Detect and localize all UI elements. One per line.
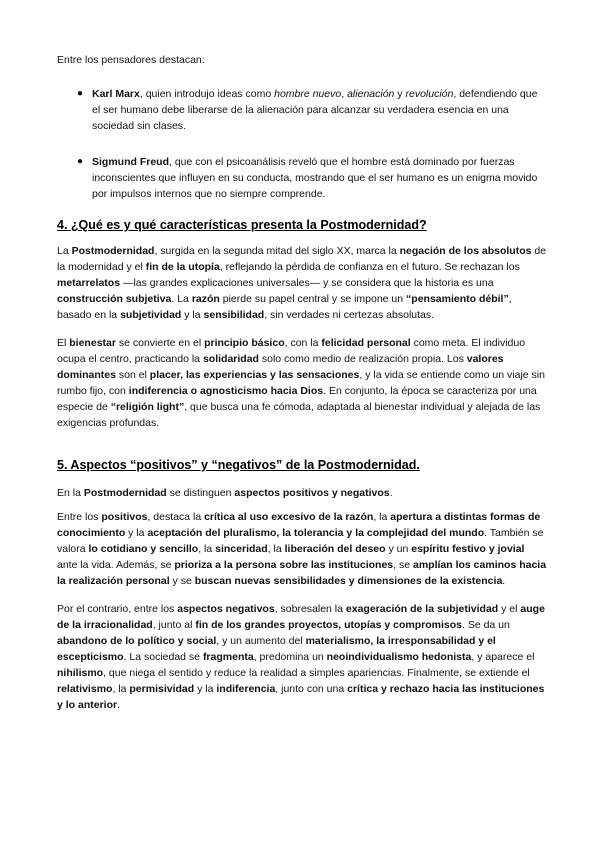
section-4-paragraph-1: La Postmodernidad, surgida en la segunda mitad del siglo XX, marca la negación de los absolutos de la modernidad y el fin de la utopía, reflejando la pérdida de confianza en el futuro. Se rechazan los metarrelatos —las grandes explicaciones universales— y se considera que la historia es una construcción subjetiva. La razón pierde su papel central y se impone un “pensamiento débil”, basado en la subjetividad y la sensibilidad, sin verdades ni certezas absolutas. [57,245,547,321]
section-5-paragraph-1: En la Postmodernidad se distinguen aspectos positivos y negativos. [57,487,393,499]
section-5-paragraph-2: Entre los positivos, destaca la crítica al uso excesivo de la razón, la apertura a distintas formas de conocimiento y la aceptación del pluralismo, la tolerancia y la complejidad del mundo. También se valora lo cotidiano y sencillo, la sinceridad, la liberación del deseo y un espíritu festivo y jovial ante la vida. Además, se prioriza a la persona sobre las instituciones, se amplían los caminos hacia la realización personal y se buscan nuevas sensibilidades y dimensiones de la existencia. [57,511,547,587]
intro-text: Entre los pensadores destacan: [57,54,205,66]
thinker-name: Karl Marx [92,88,140,100]
bullet-icon: ● [77,156,84,167]
section-4-heading: 4. ¿Qué es y qué características presenta la Postmodernidad? [57,218,427,232]
list-item-freud: ● Sigmund Freud, que con el psicoanálisis reveló que el hombre está dominado por fuerzas inconscientes que influyen en su conducta, mostrando que el ser humano es un enigma movido por impulsos internos que no siempre comprende. [77,156,538,200]
section-4-paragraph-2: El bienestar se convierte en el principio básico, con la felicidad personal como meta. El individuo ocupa el centro, practicando la solidaridad solo como medio de realización propia. Los valores dominantes son el placer, las experiencias y las sensaciones, y la vida se entiende como un viaje sin rumbo fijo, con indiferencia o agnosticismo hacia Dios. En conjunto, la época se caracteriza por una especie de “religión light”, que busca una fe cómoda, adaptada al bienestar individual y alejada de las exigencias profundas. [57,337,545,429]
section-5-heading: 5. Aspectos “positivos” y “negativos” de la Postmodernidad. [57,458,420,472]
thinkers-list [57,86,547,202]
section-5-paragraph-3: Por el contrario, entre los aspectos negativos, sobresalen la exageración de la subjetividad y el auge de la irracionalidad, junto al fin de los grandes proyectos, utopías y compromisos. Se da un abandono de lo político y social, y un aumento del materialismo, la irresponsabilidad y el escepticismo. La sociedad se fragmenta, predomina un neoindividualismo hedonista, y aparece el nihilismo, que niega el sentido y reduce la realidad a simples apariencias. Finalmente, se extiende el relativismo, la permisividad y la indiferencia, junto con una crítica y rechazo hacia las instituciones y lo anterior. [57,603,545,711]
list-item-marx: ● Karl Marx, quien introdujo ideas como hombre nuevo, alienación y revolución, defendiendo que el ser humano debe liberarse de la alienación para alcanzar su verdadera esencia en una sociedad sin clases. [77,88,538,132]
bullet-icon: ● [77,88,84,99]
document-page [57,52,547,713]
thinker-name: Sigmund Freud [92,156,169,168]
